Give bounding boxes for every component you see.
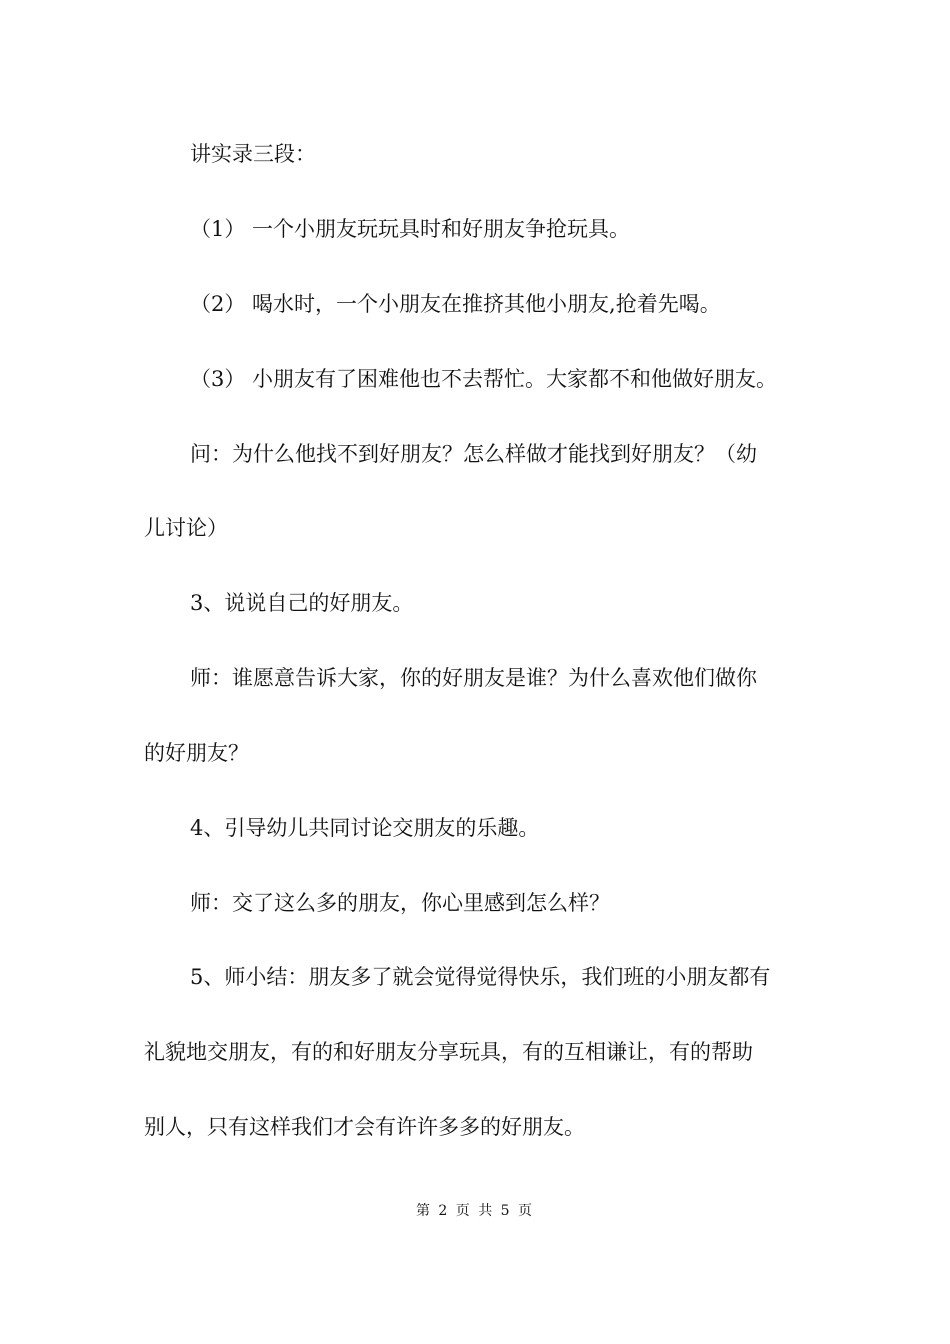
paragraph-summary-line3: 别人，只有这样我们才会有许许多多的好朋友。 [144, 1115, 585, 1139]
paragraph-item-2: （2） 喝水时，一个小朋友在推挤其他小朋友,抢着先喝。 [190, 292, 721, 316]
paragraph-question-line2: 儿讨论） [144, 516, 228, 540]
paragraph-item-3: （3） 小朋友有了困难他也不去帮忙。大家都不和他做好朋友。 [190, 367, 778, 391]
paragraph-summary-line2: 礼貌地交朋友，有的和好朋友分享玩具，有的互相谦让，有的帮助 [144, 1040, 753, 1064]
paragraph-teacher-1-line1: 师：谁愿意告诉大家，你的好朋友是谁？为什么喜欢他们做你 [190, 666, 757, 690]
paragraph-heading: 讲实录三段： [190, 142, 316, 166]
paragraph-teacher-2: 师：交了这么多的朋友，你心里感到怎么样？ [190, 891, 610, 915]
page-number-footer: 第 2 页 共 5 页 [415, 1203, 535, 1219]
paragraph-step-4: 4、引导幼儿共同讨论交朋友的乐趣。 [190, 816, 540, 840]
paragraph-summary-line1: 5、师小结：朋友多了就会觉得觉得快乐，我们班的小朋友都有 [190, 965, 771, 989]
paragraph-step-3: 3、说说自己的好朋友。 [190, 591, 414, 615]
paragraph-teacher-1-line2: 的好朋友？ [144, 741, 249, 765]
paragraph-question-line1: 问：为什么他找不到好朋友？怎么样做才能找到好朋友？（幼 [190, 442, 757, 466]
paragraph-item-1: （1） 一个小朋友玩玩具时和好朋友争抢玩具。 [190, 217, 631, 241]
